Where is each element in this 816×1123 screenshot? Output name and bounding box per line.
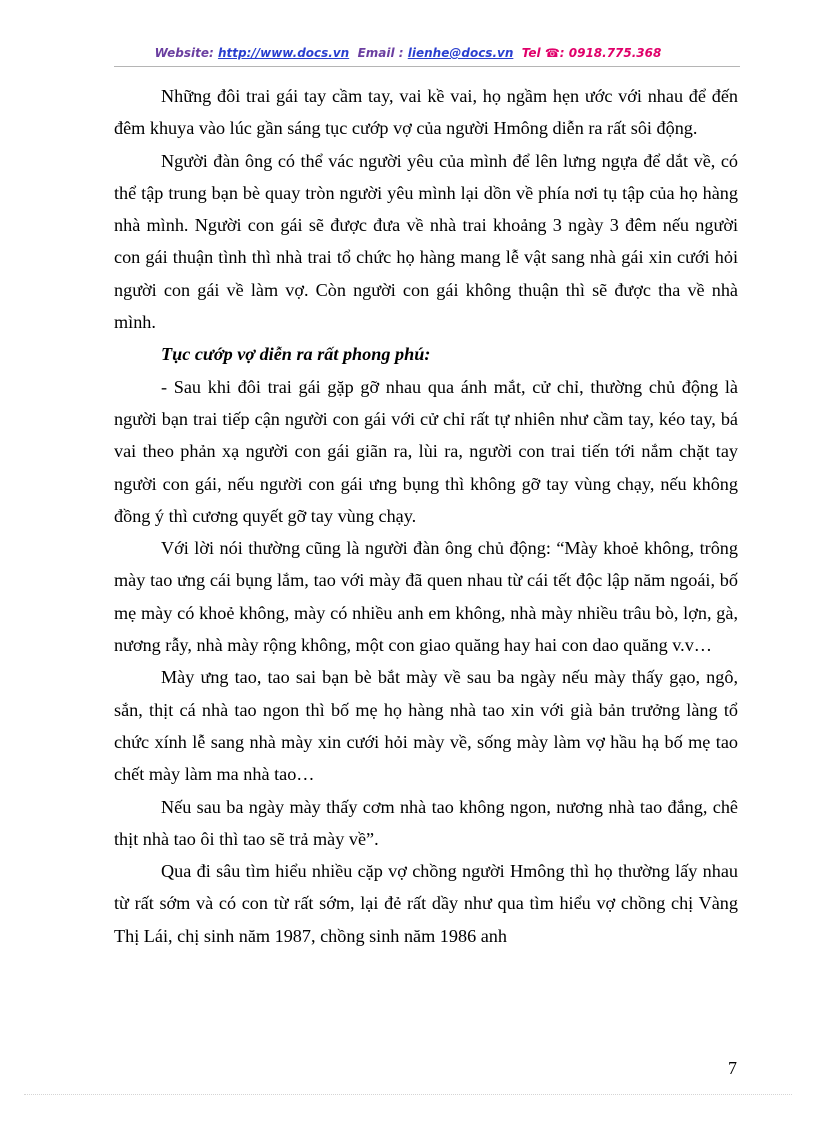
website-link[interactable]: http://www.docs.vn — [217, 46, 350, 60]
email-link[interactable]: lienhe@docs.vn — [407, 46, 514, 60]
document-body — [114, 80, 738, 952]
header-divider — [114, 66, 740, 67]
page-header — [0, 46, 816, 60]
tel-value: : 0918.775.368 — [559, 46, 662, 60]
paragraph: Với lời nói thường cũng là người đàn ông chủ động: “Mày khoẻ không, trông mày tao ưng cái bụng lắm, tao với mày đã quen nhau từ cái tết độc lập năm ngoái, bố mẹ mày có khoẻ không, mày có nhiều anh em không, nhà mày nhiều trâu bò, lợn, gà, nương rẫy, nhà mày rộng không, một con giao quăng hay hai con dao quăng v.v… — [114, 538, 738, 656]
paragraph: Qua đi sâu tìm hiểu nhiều cặp vợ chồng người Hmông thì họ thường lấy nhau từ rất sớm và có con từ rất sớm, lại đẻ rất dầy như qua tìm hiểu vợ chồng chị Vàng Thị Lái, chị sinh năm 1987, chồng sinh năm 1986 anh — [114, 861, 738, 946]
tel-label: Tel — [521, 46, 541, 60]
footer-divider — [24, 1094, 792, 1095]
paragraph: Mày ưng tao, tao sai bạn bè bắt mày về sau ba ngày nếu mày thấy gạo, ngô, sắn, thịt cá nhà tao ngon thì bố mẹ họ hàng nhà tao xin với già bản trưởng làng tổ chức xính lễ sang nhà mày xin cưới hỏi mày về, sống mày làm vợ hầu hạ bố mẹ tao chết mày làm ma nhà tao… — [114, 667, 738, 785]
paragraph: Nếu sau ba ngày mày thấy cơm nhà tao không ngon, nương nhà tao đắng, chê thịt nhà tao ôi thì tao sẽ trả mày về”. — [114, 796, 738, 849]
paragraph: - Sau khi đôi trai gái gặp gỡ nhau qua ánh mắt, cử chỉ, thường chủ động là người bạn trai tiếp cận người con gái với cử chỉ rất tự nhiên như cầm tay, kéo tay, bá vai theo phản xạ người con gái giãn ra, lùi ra, người con trai tiến tới nắm chặt tay người con gái, nếu người con gái ưng bụng thì không gỡ tay vùng chạy, nếu không đồng ý thì cương quyết gỡ tay vùng chạy. — [114, 376, 738, 526]
phone-icon: ☎ — [544, 46, 560, 60]
paragraph: Những đôi trai gái tay cầm tay, vai kề vai, họ ngầm hẹn ước với nhau để đến đêm khuya vào lúc gần sáng tục cướp vợ của người Hmông diễn ra rất sôi động. — [114, 86, 738, 139]
page-number: 7 — [728, 1058, 737, 1078]
website-label: Website: — [154, 46, 214, 60]
section-subheading: Tục cướp vợ diễn ra rất phong phú: — [161, 344, 431, 365]
email-label: Email : — [357, 46, 404, 60]
paragraph: Người đàn ông có thể vác người yêu của mình để lên lưng ngựa để dắt về, có thể tập trung bạn bè quay tròn người yêu mình lại dồn về phía nơi tụ tập của họ hàng nhà mình. Người con gái sẽ được đưa về nhà trai khoảng 3 ngày 3 đêm nếu người con gái thuận tình thì nhà trai tổ chức họ hàng mang lễ vật sang nhà gái xin cưới hỏi người con gái về làm vợ. Còn người con gái không thuận thì sẽ được tha về nhà mình. — [114, 150, 738, 333]
